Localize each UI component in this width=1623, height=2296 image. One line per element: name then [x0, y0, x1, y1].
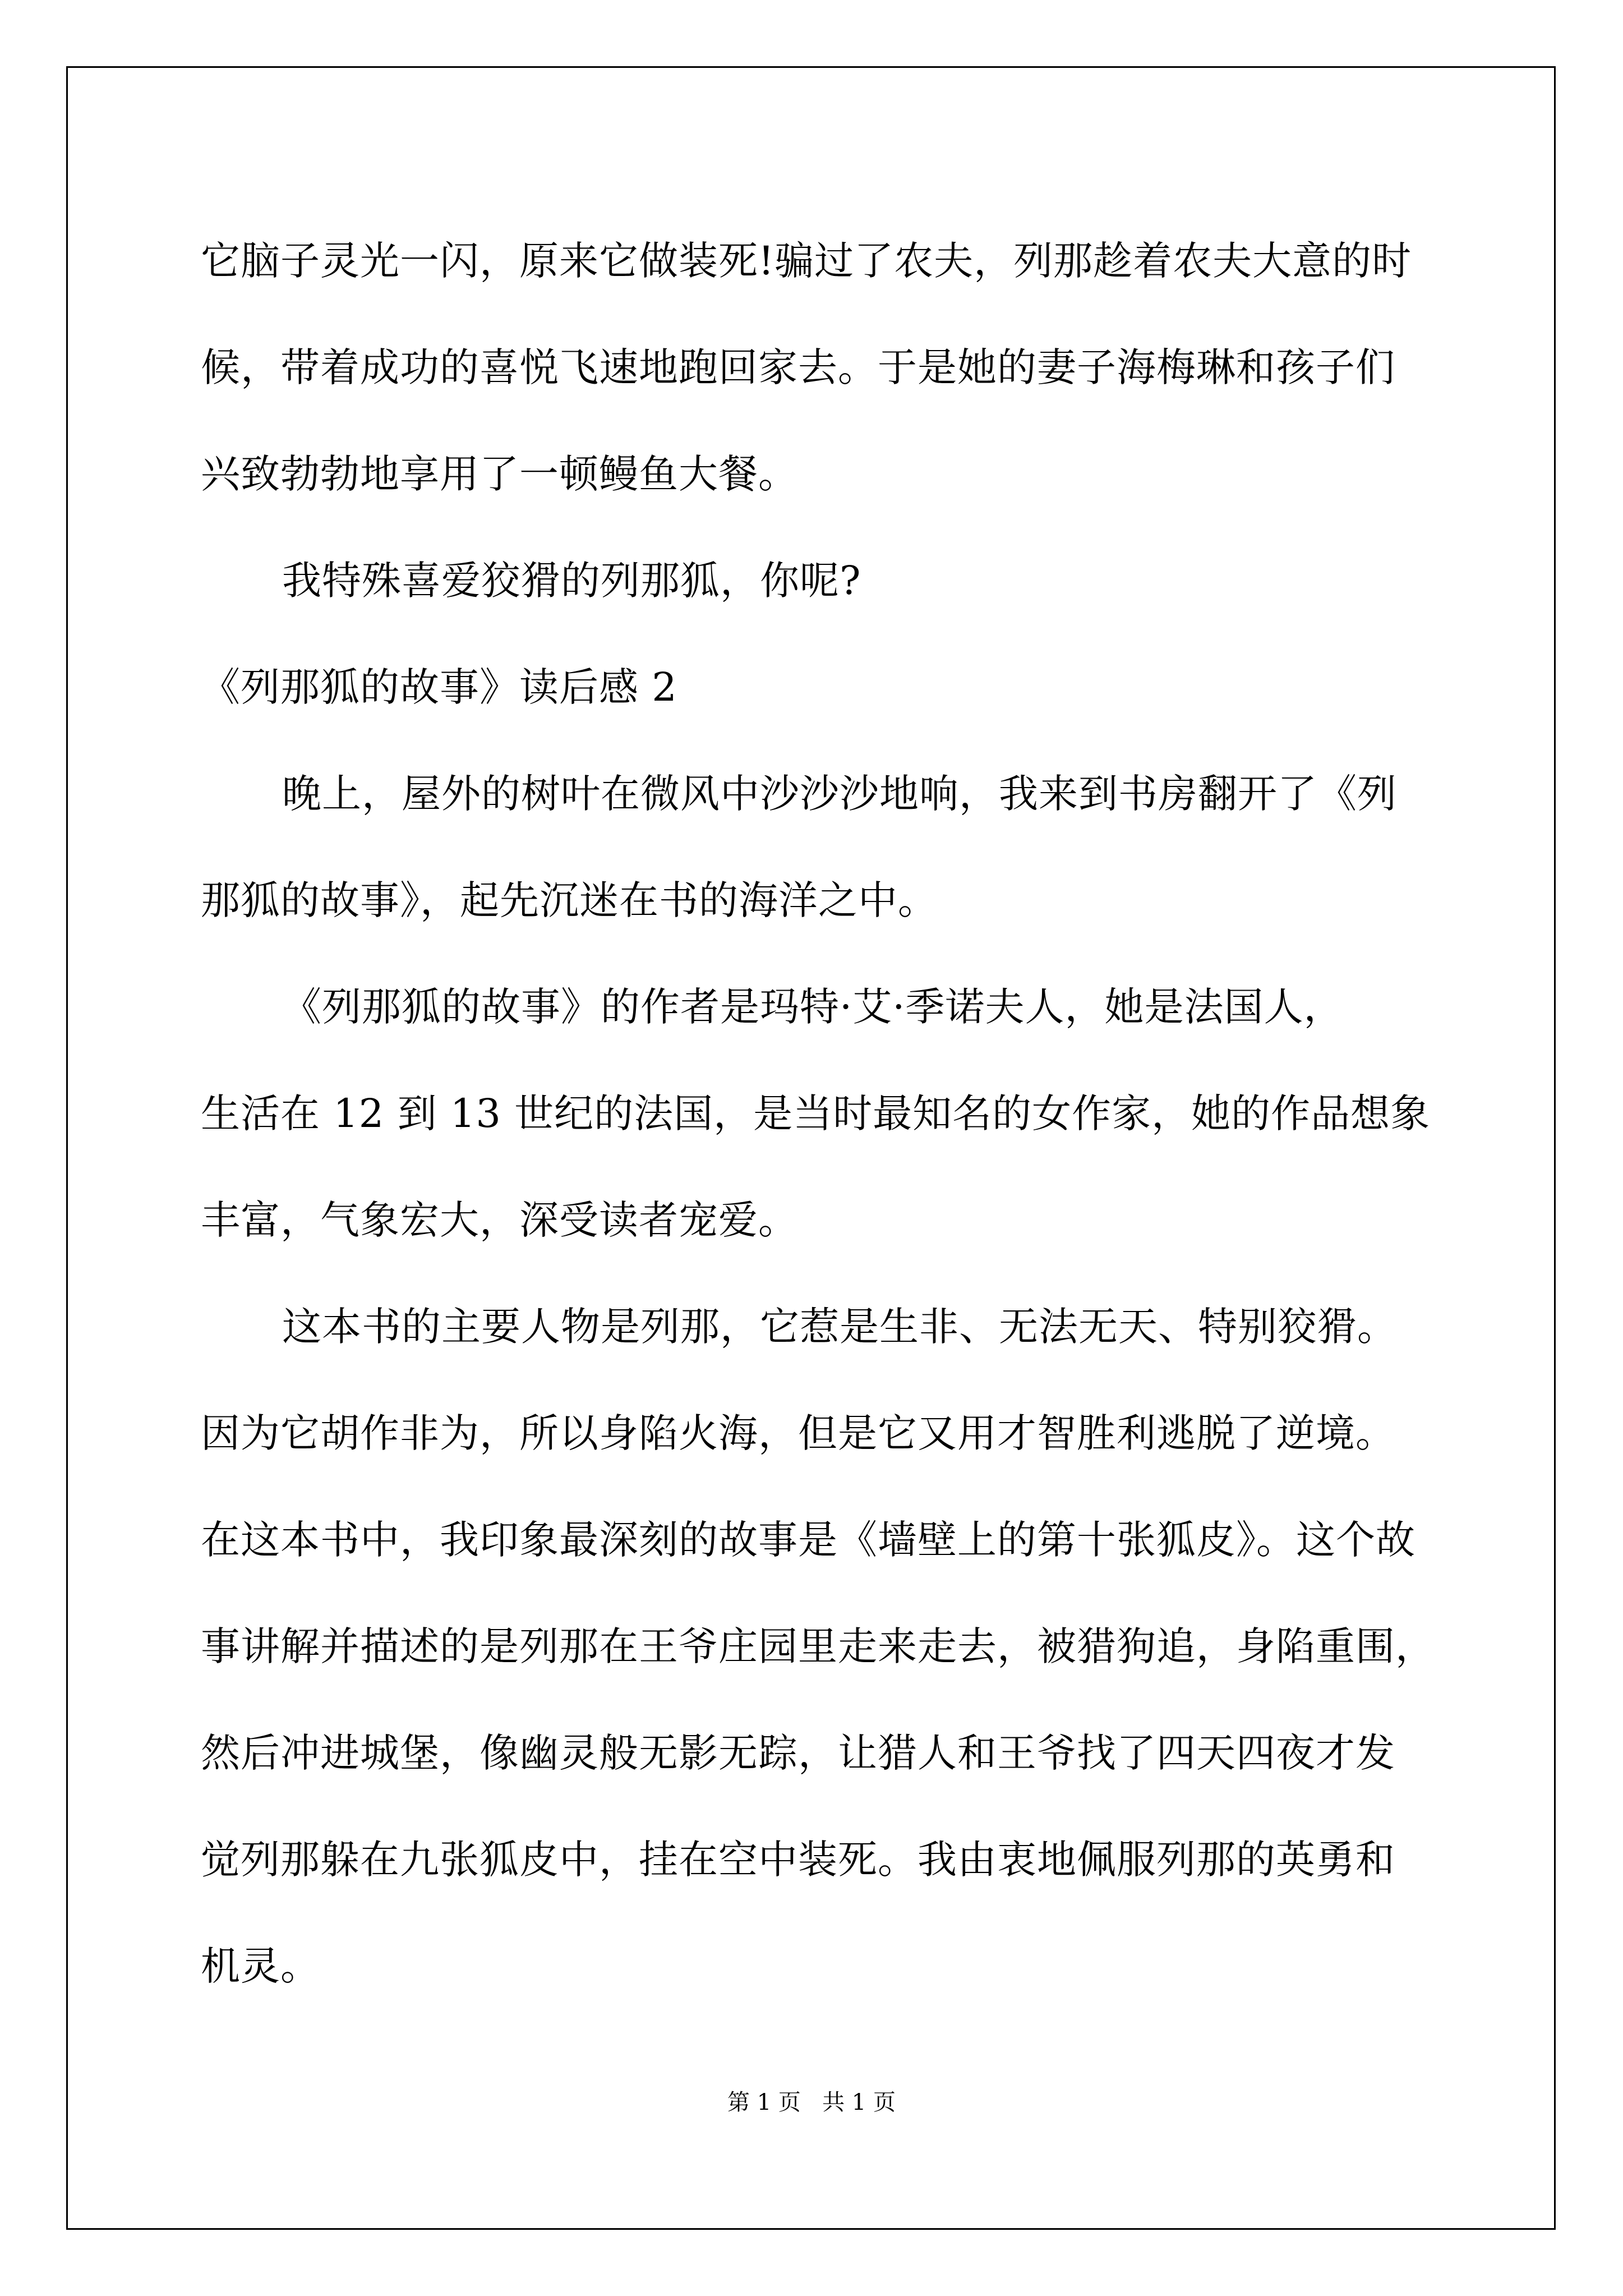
page-footer: 第 1 页 共 1 页 — [727, 2090, 896, 2115]
text-line: 候，带着成功的喜悦飞速地跑回家去。于是她的妻子海梅琳和孩子们 — [201, 344, 1395, 390]
text-line: 在这本书中，我印象最深刻的故事是《墙壁上的第十张狐皮》。这个故 — [201, 1517, 1415, 1563]
text-line: 它脑子灵光一闪，原来它做装死!骗过了农夫，列那趁着农夫大意的时 — [201, 238, 1412, 284]
text-line: 生活在 12 到 13 世纪的法国，是当时最知名的女作家，她的作品想象 — [201, 1091, 1431, 1137]
text-line: 事讲解并描述的是列那在王爷庄园里走来走去，被猎狗追，身陷重围， — [201, 1623, 1435, 1669]
text-line: 《列那狐的故事》的作者是玛特·艾·季诺夫人，她是法国人， — [282, 984, 1344, 1030]
text-line: 晚上，屋外的树叶在微风中沙沙沙地响，我来到书房翻开了《列 — [282, 771, 1397, 817]
section-heading: 《列那狐的故事》读后感 2 — [201, 664, 677, 710]
text-line: 机灵。 — [201, 1943, 320, 1989]
text-line: 丰富，气象宏大，深受读者宠爱。 — [201, 1197, 798, 1243]
text-line: 这本书的主要人物是列那，它惹是生非、无法无天、特别狡猾。 — [282, 1304, 1397, 1350]
document-body — [201, 208, 1446, 2019]
text-line: 因为它胡作非为，所以身陷火海，但是它又用才智胜利逃脱了逆境。 — [201, 1410, 1395, 1456]
text-line: 觉列那躲在九张狐皮中，挂在空中装死。我由衷地佩服列那的英勇和 — [201, 1837, 1395, 1883]
text-line: 那狐的故事》，起先沉迷在书的海洋之中。 — [201, 877, 938, 923]
text-line: 兴致勃勃地享用了一顿鳗鱼大餐。 — [201, 451, 798, 497]
text-line: 然后冲进城堡，像幽灵般无影无踪，让猎人和王爷找了四天四夜才发 — [201, 1730, 1395, 1776]
text-line: 我特殊喜爱狡猾的列那狐，你呢? — [282, 558, 861, 604]
